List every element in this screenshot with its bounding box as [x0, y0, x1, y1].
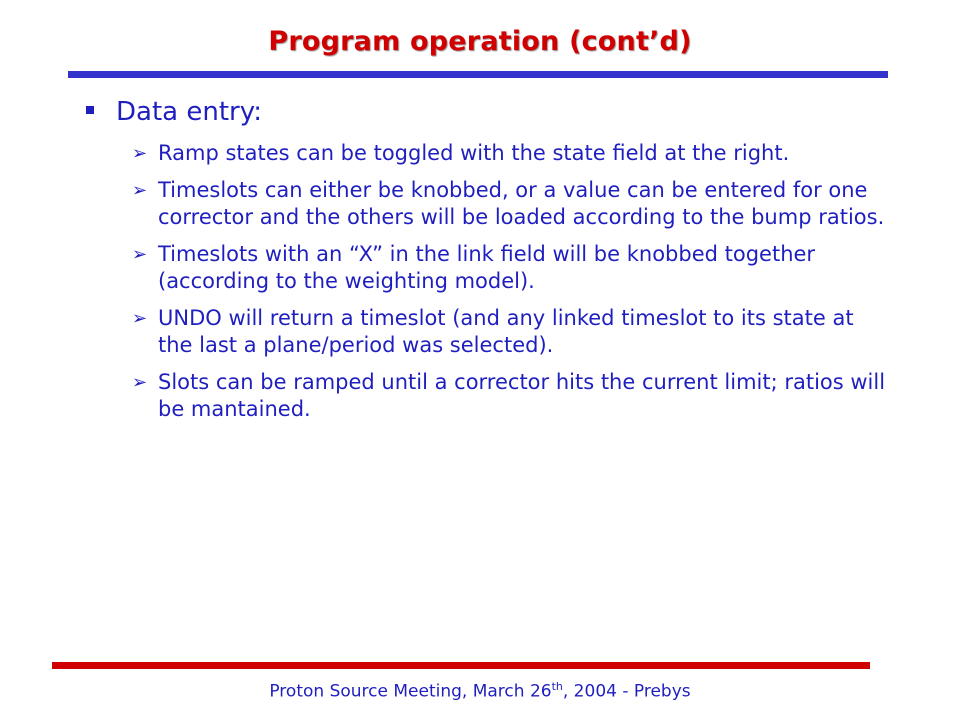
sub-bullet-text: Timeslots with an “X” in the link field will be knobbed together (according to the weighting model).: [158, 242, 816, 293]
sub-bullet-item: [132, 140, 886, 167]
arrow-bullet-icon: ➢: [132, 180, 148, 201]
sub-bullet-item: [132, 369, 886, 423]
sub-bullet-text: Ramp states can be toggled with the state field at the right.: [158, 141, 790, 165]
sub-bullet-text: Slots can be ramped until a corrector hits the current limit; ratios will be mantained.: [158, 370, 886, 421]
slide-title: Program operation (cont’d): [268, 26, 692, 57]
square-bullet-icon: [86, 106, 94, 114]
footer: [0, 680, 960, 702]
arrow-bullet-icon: ➢: [132, 308, 148, 329]
sub-bullet-item: [132, 305, 886, 359]
sub-bullet-item: [132, 177, 886, 231]
arrow-bullet-icon: ➢: [132, 244, 148, 265]
arrow-bullet-icon: ➢: [132, 143, 148, 164]
footer-divider: [52, 662, 870, 669]
arrow-bullet-icon: ➢: [132, 372, 148, 393]
main-bullet: [86, 92, 886, 132]
main-bullet-text: Data entry:: [116, 97, 262, 127]
footer-prefix: Proton Source Meeting, March 26: [269, 681, 552, 702]
sub-bullet-item: [132, 241, 886, 295]
footer-suffix: , 2004 - Prebys: [562, 681, 691, 702]
sub-bullet-text: UNDO will return a timeslot (and any linked timeslot to its state at the last a plane/period was selected).: [158, 306, 854, 357]
sub-bullet-text: Timeslots can either be knobbed, or a value can be entered for one corrector and the others will be loaded according to the bump ratios.: [158, 178, 885, 229]
sub-bullet-list: [132, 140, 886, 423]
footer-superscript: th: [551, 680, 563, 693]
slide-content: [86, 92, 886, 433]
title-divider: [68, 71, 888, 78]
